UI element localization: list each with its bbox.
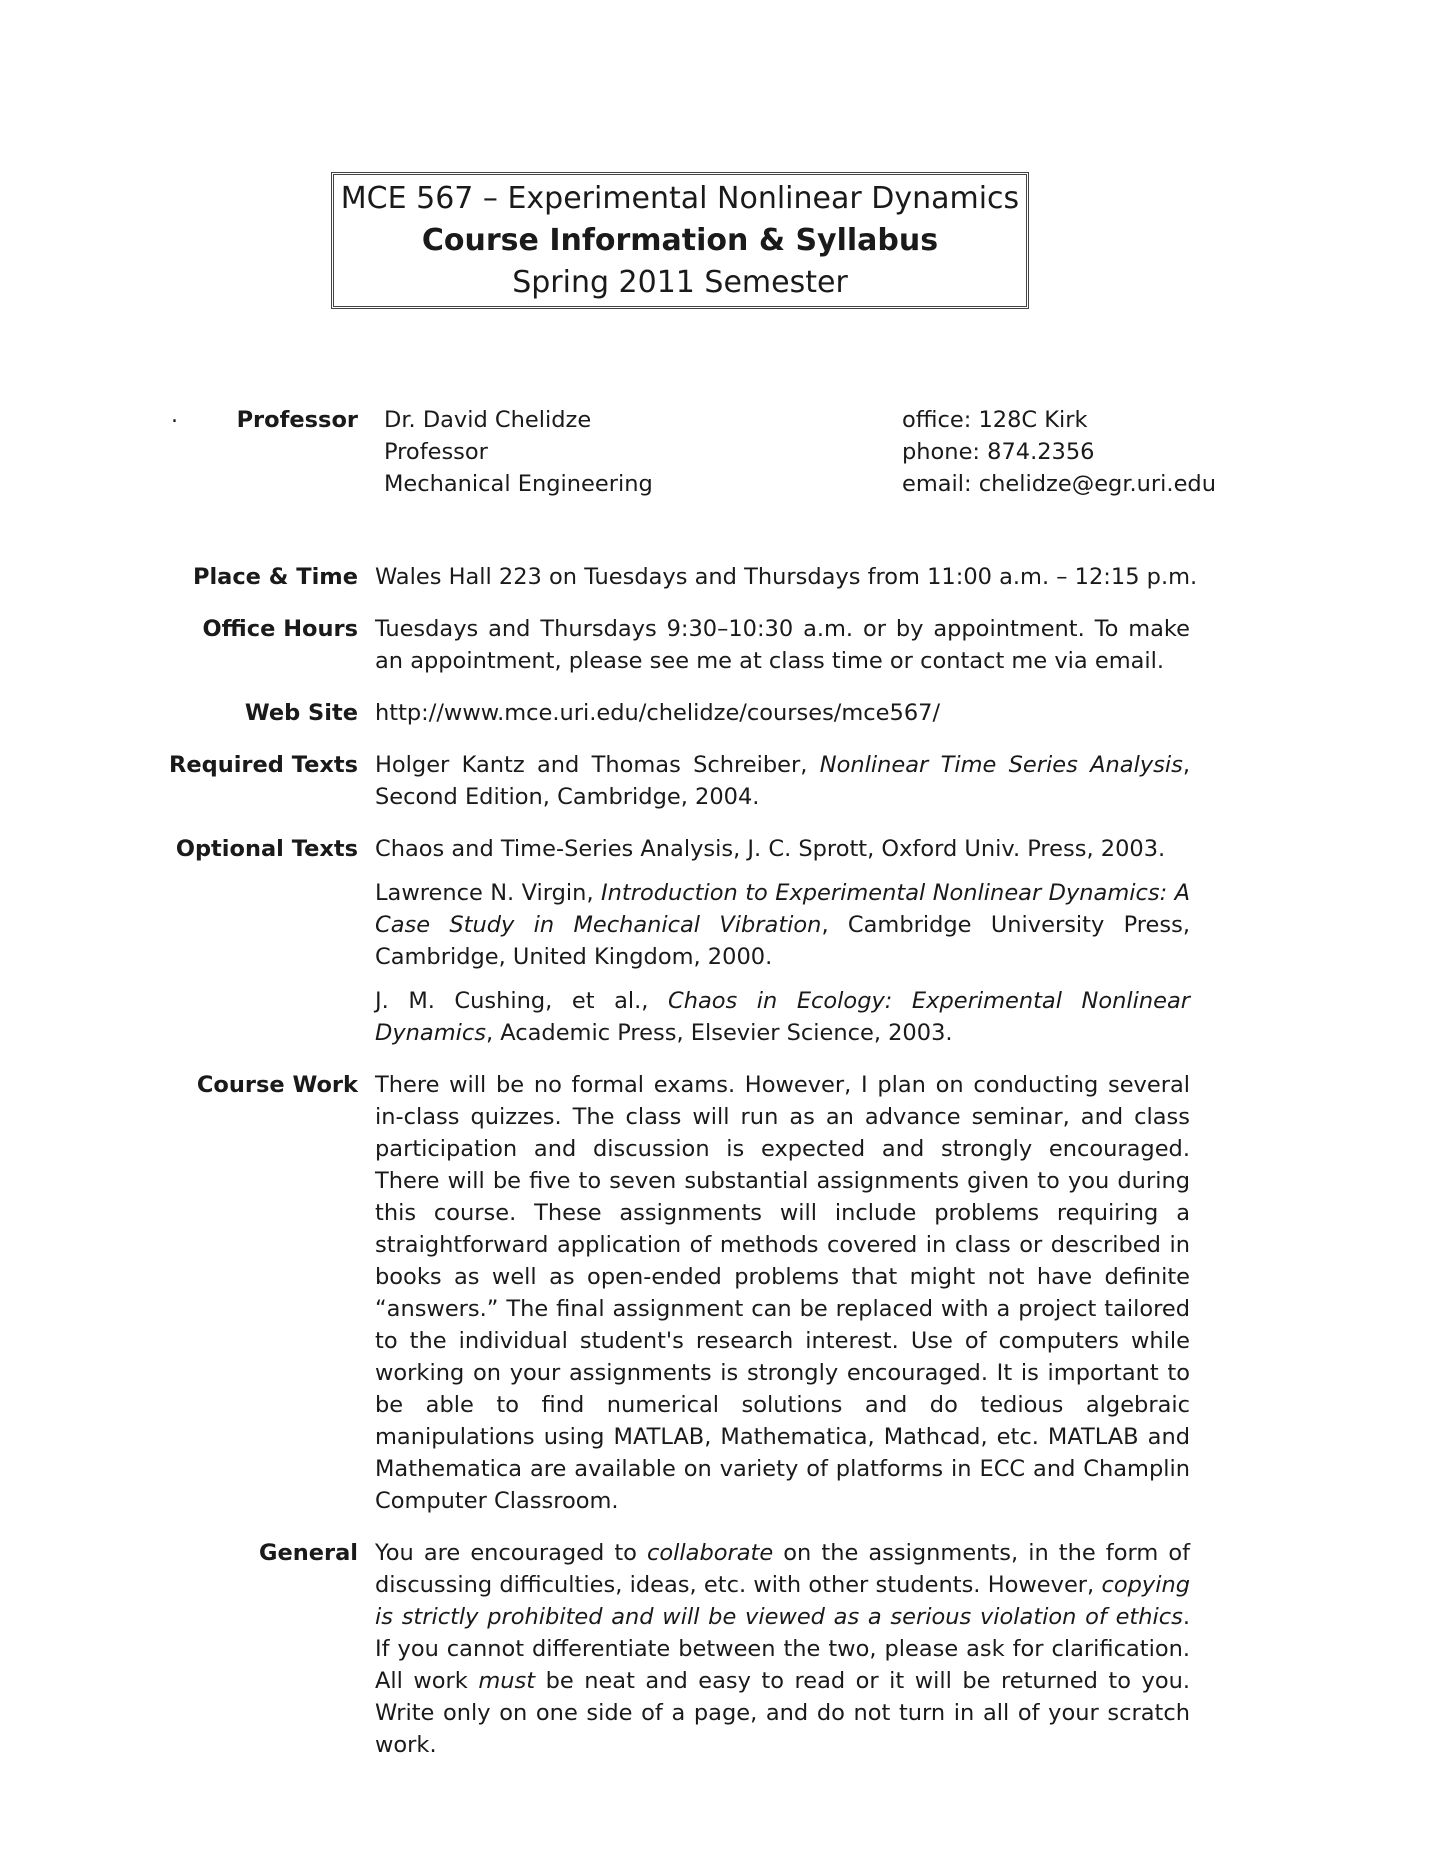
optional-text-3 <box>375 985 1190 1049</box>
web-site-label: Web Site <box>244 700 358 726</box>
phone-number: phone: 874.2356 <box>902 439 1095 465</box>
required-text-publisher: , Second Edition, Cambridge, 2004. <box>375 752 1191 810</box>
web-site-entry <box>150 697 1190 729</box>
optional-text-2 <box>375 877 1190 973</box>
office-hours-label: Office Hours <box>202 616 358 642</box>
optional-texts-label: Optional Texts <box>175 836 358 862</box>
professor-department: Mechanical Engineering <box>384 471 653 497</box>
semester: Spring 2011 Semester <box>512 264 848 300</box>
professor-name: Dr. David Chelidze <box>384 407 592 433</box>
stray-mark: . <box>171 403 178 428</box>
general-text <box>375 1537 1190 1761</box>
general-text-part: You are encouraged to <box>375 1540 648 1566</box>
professor-info <box>384 404 653 500</box>
course-work-text: There will be no formal exams. However, I plan on conducting several in-class quizzes. The class will run as an advance seminar, and class participation and discussion is expected and strongly encouraged. There will be five to seven substantial assignments given to you during this course. These assignments will include problems requiring a straightforward application of methods covered in class or described in books as well as open-ended problems that might not have definite “answers.” The final assignment can be replaced with a project tailored to the individual student's research interest. Use of computers while working on your assignments is strongly encouraged. It is important to be able to find numerical solutions and do tedious algebraic manipulations using MATLAB, Mathematica, Mathcad, etc. MATLAB and Mathematica are available on variety of platforms in ECC and Champlin Computer Classroom. <box>375 1072 1190 1514</box>
place-time-text: Wales Hall 223 on Tuesdays and Thursdays from 11:00 a.m. – 12:15 p.m. <box>375 564 1198 590</box>
office-location: office: 128C Kirk <box>902 407 1088 433</box>
professor-title: Professor <box>384 439 488 465</box>
optional-texts-list <box>375 833 1190 1049</box>
place-time-entry <box>150 561 1198 593</box>
required-text-authors: Holger Kantz and Thomas Schreiber, <box>375 752 808 778</box>
required-text-title: Nonlinear Time Series Analysis <box>819 752 1183 778</box>
required-texts-label: Required Texts <box>169 752 358 778</box>
general-text-part: . If you cannot differentiate between the two, please ask for clarification. All work <box>375 1604 1190 1694</box>
office-hours-text: Tuesdays and Thursdays 9:30–10:30 a.m. or by appointment. To make an appointment, please see me at class time or contact me via email. <box>375 616 1190 674</box>
general-emphasis-copying: copying is strictly prohibited and will be viewed as a serious violation of ethics <box>375 1572 1190 1630</box>
required-text-citation <box>375 749 1190 813</box>
professor-label: Professor <box>236 407 358 433</box>
optional-texts-entry <box>150 833 1190 1049</box>
general-text-part: on the assignments, in the form of discussing difficulties, ideas, etc. with other students. However, <box>375 1540 1191 1598</box>
optional-text-1: Chaos and Time-Series Analysis, J. C. Sprott, Oxford Univ. Press, 2003. <box>375 836 1166 862</box>
optional-text-3-title: Chaos in Ecology: Experimental Nonlinear Dynamics <box>375 988 1190 1046</box>
optional-text-3-publisher: , Academic Press, Elsevier Science, 2003. <box>485 1020 953 1046</box>
optional-text-2-author: Lawrence N. Virgin, <box>375 880 594 906</box>
general-entry <box>150 1537 1190 1761</box>
optional-text-2-title: Introduction to Experimental Nonlinear Dynamics: A Case Study in Mechanical Vibration <box>375 880 1190 938</box>
general-emphasis-collaborate: collaborate <box>647 1540 774 1566</box>
syllabus-entries <box>150 561 1198 1781</box>
course-title: MCE 567 – Experimental Nonlinear Dynamics <box>340 180 1020 216</box>
course-work-label: Course Work <box>196 1072 358 1098</box>
general-text-part: be neat and easy to read or it will be returned to you. Write only on one side of a page, and do not turn in all of your scratch work. <box>375 1668 1190 1758</box>
email-address: email: chelidze@egr.uri.edu <box>902 471 1216 497</box>
professor-contact <box>902 404 1216 500</box>
office-hours-entry <box>150 613 1190 677</box>
general-label: General <box>259 1540 358 1566</box>
optional-text-2-publisher: , Cambridge University Press, Cambridge, United Kingdom, 2000. <box>375 912 1190 970</box>
optional-text-3-author: J. M. Cushing, et al., <box>375 988 649 1014</box>
required-texts-entry <box>150 749 1190 813</box>
document-title: Course Information & Syllabus <box>421 222 939 258</box>
general-emphasis-must: must <box>478 1668 536 1694</box>
title-box <box>331 172 1029 309</box>
web-site-url[interactable]: http://www.mce.uri.edu/chelidze/courses/mce567/ <box>375 700 941 726</box>
place-time-label: Place & Time <box>192 564 358 590</box>
course-work-entry <box>150 1069 1190 1517</box>
